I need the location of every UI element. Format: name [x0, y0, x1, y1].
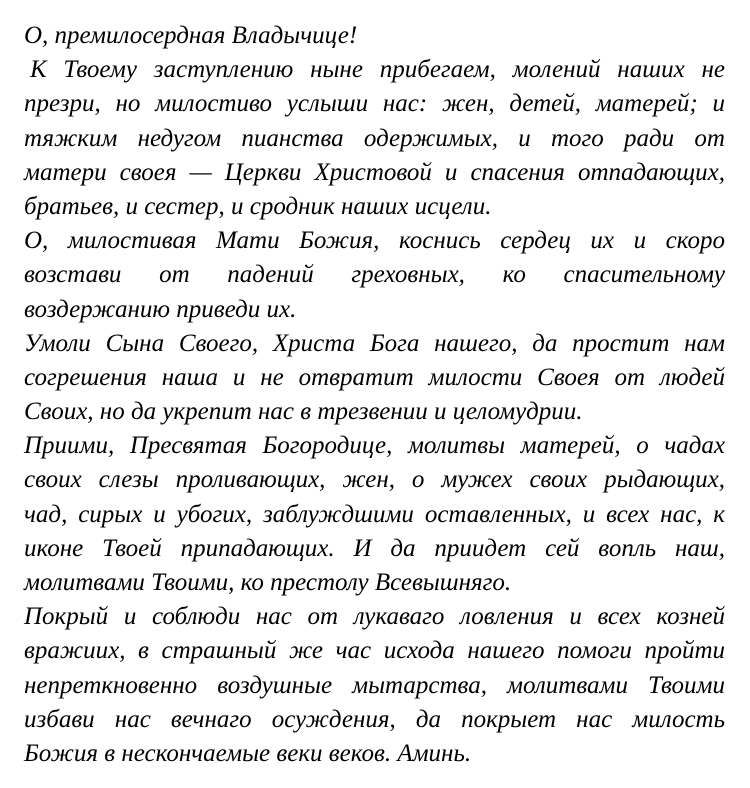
- prayer-line: Покрый и соблюди нас от лукаваго ловления и всех козней: [24, 603, 725, 631]
- prayer-line: избави нас вечнаго осуждения, да покрыет нас милость: [24, 705, 725, 733]
- prayer-line: воздержанию приведи их.: [24, 295, 297, 323]
- prayer-line: О, премилосердная Владычице!: [24, 22, 358, 49]
- prayer-line: возстави от падений греховных, ко спасительному: [24, 261, 725, 289]
- prayer-line: Приими, Пресвятая Богородице, молитвы матерей, о чадах: [24, 432, 725, 460]
- prayer-line: вражиих, в страшный же час исхода нашего помоги пройти: [24, 637, 725, 665]
- prayer-line: согрешения наша и не отвратит милости Своея от людей: [24, 363, 725, 391]
- prayer-line: молитвами Твоими, ко престолу Всевышняго.: [24, 569, 512, 596]
- prayer-line: матери своея — Церкви Христовой и спасения отпадающих,: [24, 158, 725, 186]
- prayer-line: Умоли Сына Своего, Христа Бога нашего, да простит нам: [24, 329, 725, 357]
- prayer-line: иконе Твоей припадающих. И да приидет сей вопль наш,: [24, 534, 725, 562]
- prayer-line: К Твоему заступлению ныне прибегаем, молений наших не: [30, 56, 725, 84]
- prayer-line: тяжким недугом пианства одержимых, и того ради от: [24, 124, 725, 152]
- prayer-line: О, милостивая Мати Божия, коснись сердец их и скоро: [24, 227, 725, 255]
- prayer-line: своих слезы проливающих, жен, о мужех своих рыдающих,: [24, 466, 725, 494]
- prayer-line: братьев, и сестер, и сродник наших исцели.: [24, 192, 492, 220]
- prayer-line: Божия в нескончаемые веки веков. Аминь.: [24, 739, 472, 767]
- prayer-line: непреткновенно воздушные мытарства, молитвами Твоими: [24, 671, 725, 699]
- prayer-line: Своих, но да укрепит нас в трезвении и целомудрии.: [24, 398, 583, 426]
- prayer-line: чад, сирых и убогих, заблуждшими оставленных, и всех нас, к: [24, 500, 725, 528]
- prayer-line: презри, но милостиво услыши нас: жен, детей, матерей; и: [24, 90, 725, 118]
